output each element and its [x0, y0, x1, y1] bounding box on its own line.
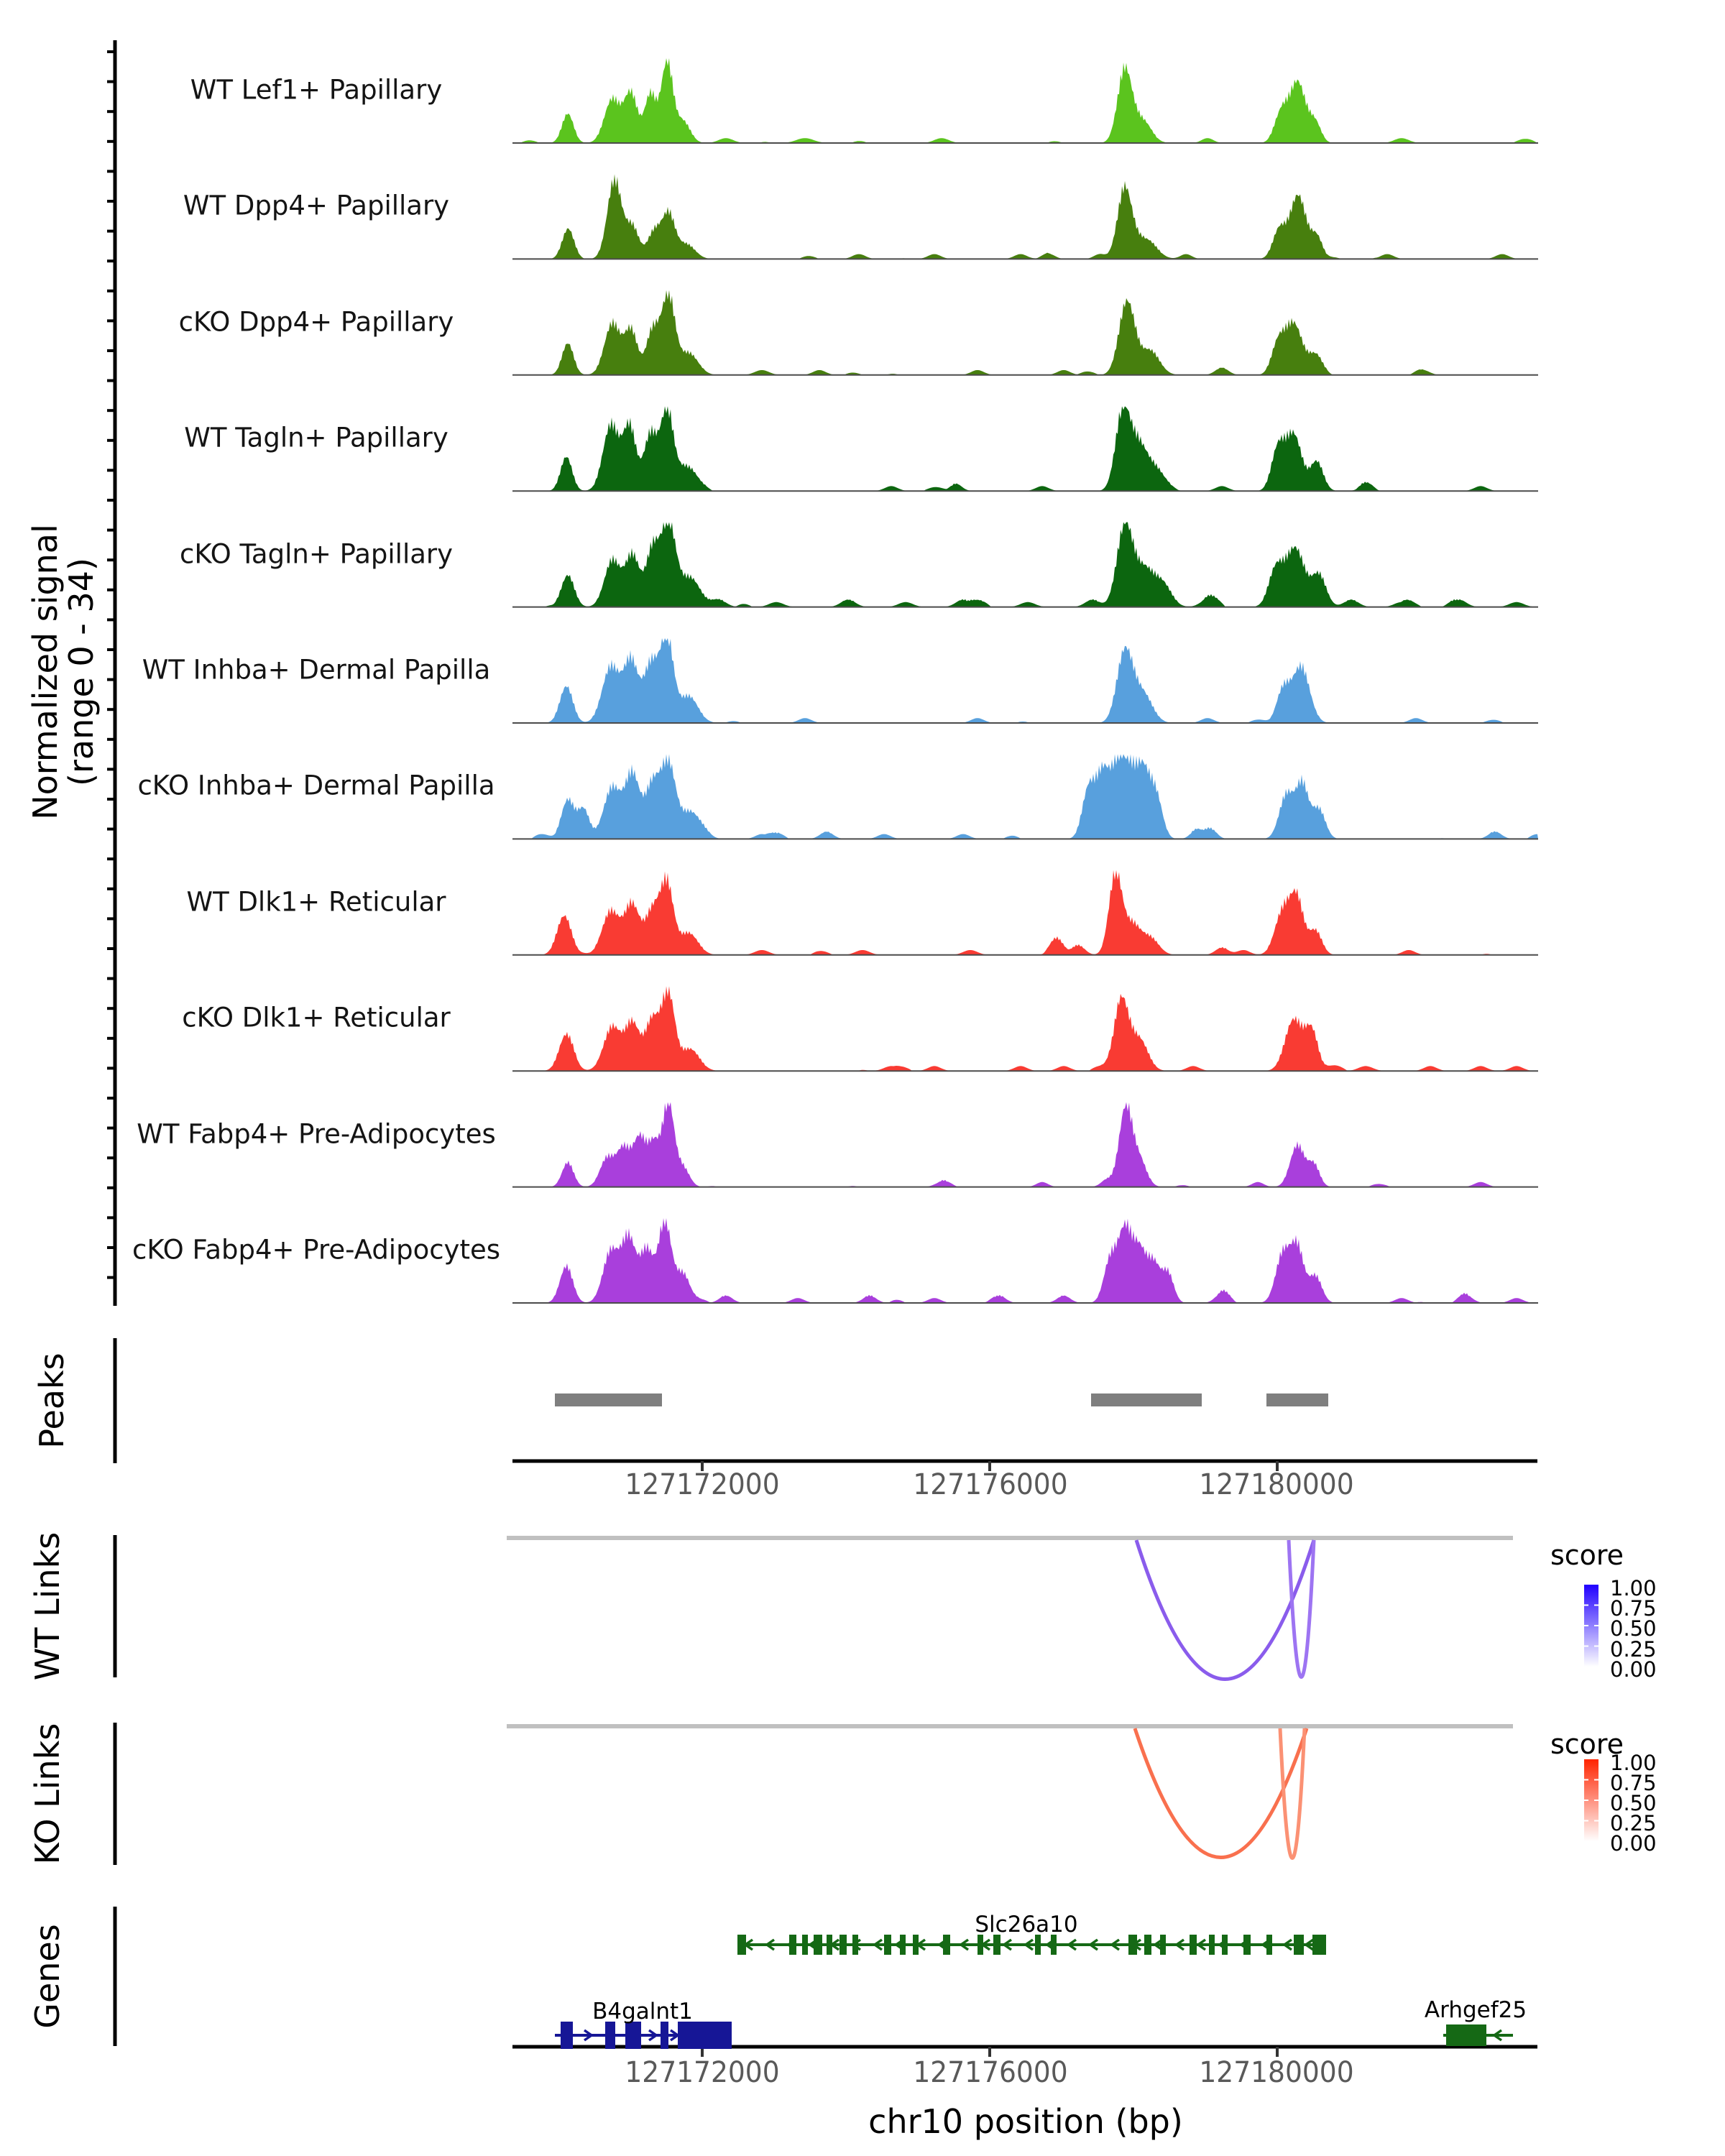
gene-exon-Slc26a10-7: [884, 1935, 891, 1955]
y-axis-label-line1: Normalized signal: [26, 524, 65, 820]
gene-exon-Slc26a10-3: [814, 1935, 822, 1955]
wt-links-section-label: WT Links: [28, 1531, 67, 1681]
gene-exon-Slc26a10-5: [840, 1935, 847, 1955]
peak-bar-0: [555, 1393, 662, 1406]
bottom-axis-tick-3: 127180000: [1199, 2056, 1354, 2089]
gene-exon-Slc26a10-6: [852, 1935, 858, 1955]
wt-legend-label-050: 0.50: [1610, 1616, 1657, 1641]
track-signal-1: [512, 174, 1538, 259]
gene-exon-Slc26a10-2: [802, 1935, 808, 1955]
track-signal-10: [512, 1218, 1538, 1303]
gene-exon-Slc26a10-21: [1243, 1935, 1251, 1955]
track-signal-0: [512, 58, 1538, 143]
gene-exon-Slc26a10-20: [1222, 1935, 1228, 1955]
track-label-wt-lef1: WT Lef1+ Papillary: [190, 74, 443, 106]
wt-link-arc-0: [1136, 1540, 1314, 1680]
bottom-axis-tick-2: 127176000: [913, 2056, 1068, 2089]
wt-legend-label-075: 0.75: [1610, 1596, 1657, 1621]
gene-exon-Slc26a10-18: [1190, 1935, 1197, 1955]
wt-legend-label-000: 0.00: [1610, 1657, 1657, 1682]
track-label-wt-inhba: WT Inhba+ Dermal Papilla: [142, 654, 491, 686]
gene-exon-B4galnt1-2: [625, 2022, 641, 2049]
bottom-axis-tick-1: 127172000: [625, 2056, 780, 2089]
wt-link-arc-1: [1289, 1540, 1314, 1677]
ko-legend-label-100: 1.00: [1610, 1751, 1657, 1775]
track-label-wt-dpp4: WT Dpp4+ Papillary: [183, 190, 450, 221]
gene-exon-B4galnt1-1: [605, 2022, 615, 2049]
peaks-axis-tick-3: 127180000: [1199, 1468, 1354, 1501]
track-label-wt-tagln: WT Tagln+ Papillary: [184, 422, 448, 453]
genes-section-label: Genes: [28, 1924, 67, 2029]
gene-exon-Slc26a10-8: [900, 1935, 906, 1955]
gene-exon-Slc26a10-22: [1266, 1935, 1272, 1955]
gene-exon-Arhgef25-0: [1446, 2024, 1486, 2046]
wt-legend-label-025: 0.25: [1610, 1637, 1657, 1662]
y-axis-label-line2: (range 0 - 34): [62, 558, 101, 786]
wt-score-legend-title: score: [1550, 1539, 1624, 1571]
track-signal-9: [512, 1102, 1538, 1187]
track-label-cko-dpp4: cKO Dpp4+ Papillary: [178, 306, 454, 338]
ko-score-legend-title: score: [1550, 1728, 1624, 1760]
gene-exon-Slc26a10-17: [1160, 1935, 1166, 1955]
ko-legend-label-025: 0.25: [1610, 1811, 1657, 1835]
peaks-axis-tick-2: 127176000: [913, 1468, 1068, 1501]
ko-legend-label-075: 0.75: [1610, 1771, 1657, 1795]
gene-label-b4galnt1: B4galnt1: [592, 1999, 693, 2024]
track-signal-5: [512, 638, 1538, 723]
wt-legend-label-100: 1.00: [1610, 1576, 1657, 1600]
peaks-section-label: Peaks: [32, 1353, 71, 1449]
track-label-cko-dlk1: cKO Dlk1+ Reticular: [182, 1002, 451, 1033]
ko-legend-label-050: 0.50: [1610, 1791, 1657, 1815]
gene-exon-B4galnt1-4: [678, 2022, 732, 2049]
gene-exon-B4galnt1-0: [561, 2022, 573, 2049]
ko-legend-label-000: 0.00: [1610, 1831, 1657, 1856]
gene-exon-Slc26a10-15: [1128, 1935, 1137, 1955]
gene-exon-Slc26a10-0: [737, 1935, 746, 1955]
x-axis-title: chr10 position (bp): [868, 2102, 1183, 2141]
gene-exon-Slc26a10-11: [978, 1935, 983, 1955]
track-signal-8: [512, 986, 1538, 1071]
track-signal-4: [512, 522, 1538, 607]
gene-exon-Slc26a10-10: [943, 1935, 950, 1955]
gene-exon-Slc26a10-14: [1051, 1935, 1057, 1955]
gene-exon-Slc26a10-13: [1035, 1935, 1041, 1955]
track-label-wt-dlk1: WT Dlk1+ Reticular: [186, 886, 446, 918]
peak-bar-1: [1091, 1393, 1202, 1406]
gene-exon-Slc26a10-24: [1312, 1935, 1326, 1955]
gene-exon-Slc26a10-1: [789, 1935, 796, 1955]
gene-exon-Slc26a10-19: [1209, 1935, 1215, 1955]
gene-exon-Slc26a10-4: [827, 1935, 832, 1955]
track-label-cko-tagln: cKO Tagln+ Papillary: [179, 538, 454, 570]
gene-exon-Slc26a10-23: [1294, 1935, 1304, 1955]
track-label-wt-fabp4: WT Fabp4+ Pre-Adipocytes: [137, 1118, 496, 1150]
track-signal-7: [512, 870, 1538, 955]
gene-label-arhgef25: Arhgef25: [1424, 1997, 1527, 2023]
gene-label-slc26a10: Slc26a10: [975, 1912, 1078, 1938]
track-signal-6: [512, 754, 1538, 839]
track-signal-3: [512, 406, 1538, 491]
track-label-cko-fabp4: cKO Fabp4+ Pre-Adipocytes: [132, 1234, 501, 1266]
gene-exon-Slc26a10-9: [913, 1935, 919, 1955]
ko-links-section-label: KO Links: [28, 1723, 67, 1865]
gene-exon-Slc26a10-16: [1144, 1935, 1151, 1955]
gene-exon-B4galnt1-3: [661, 2022, 668, 2049]
peaks-axis-tick-1: 127172000: [625, 1468, 780, 1501]
peak-bar-2: [1266, 1393, 1328, 1406]
gene-exon-Slc26a10-12: [993, 1935, 1000, 1955]
track-label-cko-inhba: cKO Inhba+ Dermal Papilla: [137, 770, 495, 801]
track-signal-2: [512, 290, 1538, 375]
